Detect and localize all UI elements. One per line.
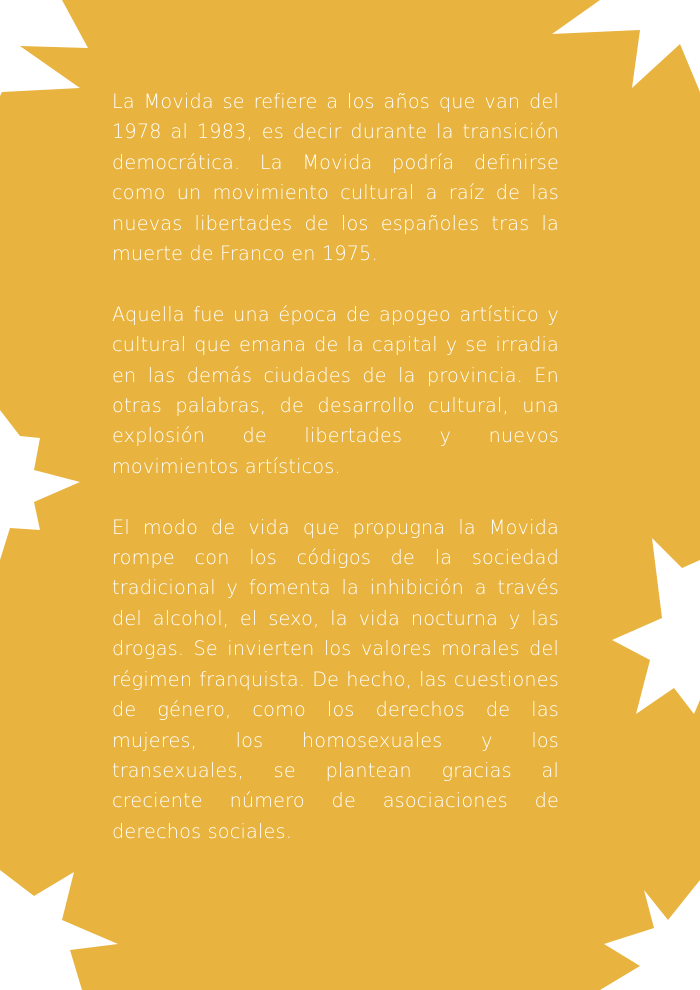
- starburst-top-left: [0, 0, 88, 96]
- paragraph-3: El modo de vida que propugna la Movida rompe con los códigos de la sociedad tradicional y fomenta la inhibición a través del alcohol, el sexo, la vida nocturna y las drogas. Se invierten los valores morales del régimen franquista. De hecho, las cuestiones de género, como los derechos de las mujeres, los homosexuales y los transexuales, se plantean gracias al creciente número de asociaciones de derechos sociales.: [112, 515, 559, 843]
- starburst-left-middle: [0, 410, 80, 560]
- paragraph-1: La Movida se refiere a los años que van del 1978 al 1983, es decir durante la transición democrática. La Movida podría definirse como un movimiento cultural a raíz de las nuevas libertades de los españoles tras la muerte de Franco en 1975.: [112, 90, 559, 266]
- starburst-bottom-right: [600, 880, 700, 990]
- starburst-top-right: [552, 0, 700, 92]
- body-text: [112, 87, 559, 847]
- starburst-bottom-left: [0, 870, 118, 990]
- starburst-right-middle: [612, 538, 700, 714]
- paragraph-2: Aquella fue una época de apogeo artístico y cultural que emana de la capital y se irradia en las demás ciudades de la provincia. En otras palabras, de desarrollo cultural, una explosión de libertades y nuevos movimientos artísticos.: [112, 302, 559, 478]
